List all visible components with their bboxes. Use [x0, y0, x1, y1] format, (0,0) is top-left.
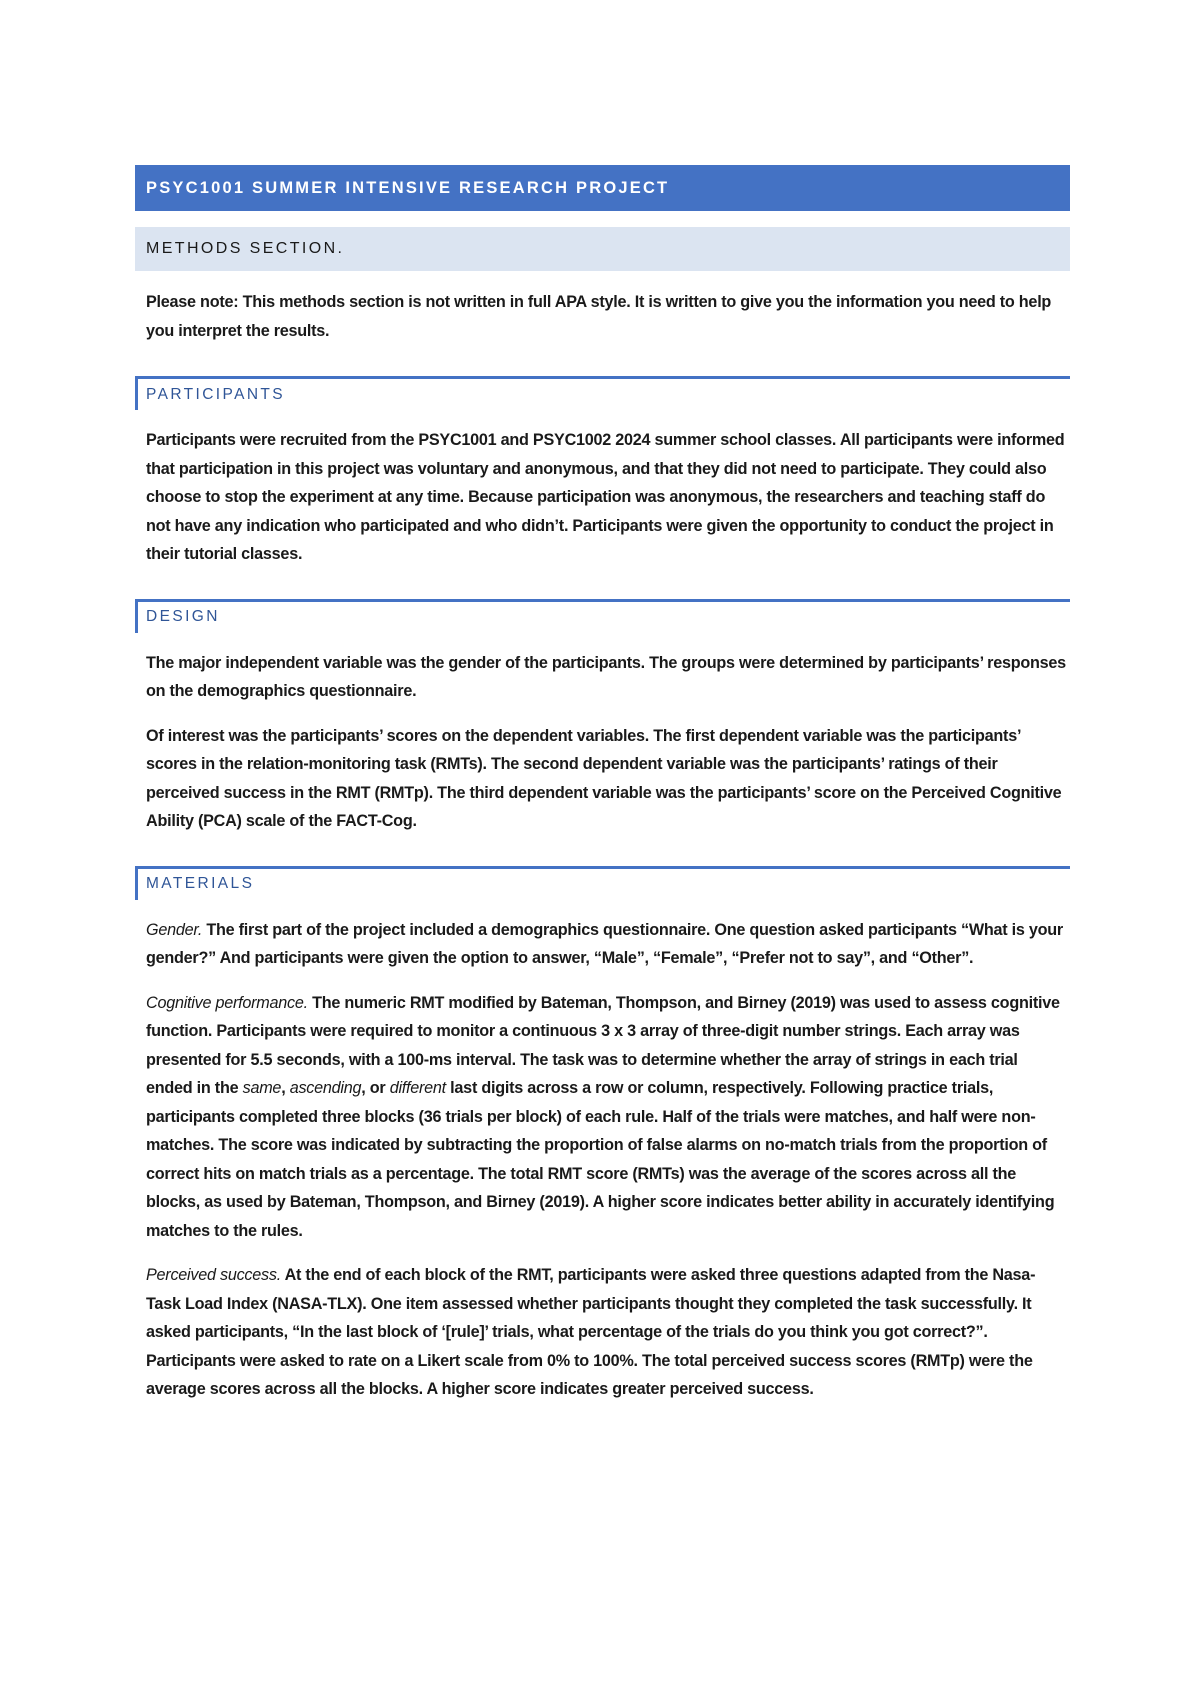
design-paragraph-2: Of interest was the participants’ scores on the dependent variables. The first dependent variable was the participants’ scores in the relation-monitoring task (RMTs). The second dependent variable was the participants’ ratings of their perceived success in the RMT (RMTp). The third dependent variable was the participants’ score on the Perceived Cognitive Ability (PCA) scale of the FACT-Cog.	[146, 726, 1062, 830]
emphasis-same: same	[242, 1079, 282, 1097]
document-content	[135, 165, 1070, 1404]
design-paragraph-1: The major independent variable was the gender of the participants. The groups were determined by participants’ responses on the demographics questionnaire.	[146, 653, 1066, 700]
cognitive-performance-lead: Cognitive performance.	[146, 993, 308, 1012]
separator-1: ,	[281, 1079, 290, 1097]
cognitive-text-1: The numeric RMT modified by Bateman, Thompson, and Birney (2019) was used to assess cognitive function. Participants were required to monitor a continuous 3 x 3 array of three-digit number strings. Each array was presented for 5.5 seconds, with a 100-ms interval. The task was to determine whether the array of strings in each trial ended in the	[146, 993, 1060, 1097]
gender-paragraph	[135, 916, 1070, 973]
emphasis-different: different	[389, 1079, 446, 1097]
perceived-success-lead: Perceived success.	[146, 1266, 281, 1284]
document-title: PSYC1001 SUMMER INTENSIVE RESEARCH PROJECT	[135, 165, 1070, 211]
design-heading: DESIGN	[135, 599, 1070, 633]
gender-text: The first part of the project included a demographics questionnaire. One question asked participants “What is your gender?” And participants were given the option to answer, “Male”, “Female”, “Prefer not to say”, and “Other”.	[146, 920, 1063, 967]
emphasis-ascending: ascending	[289, 1079, 362, 1097]
separator-2: , or	[361, 1079, 390, 1097]
cognitive-performance-paragraph	[135, 989, 1070, 1246]
perceived-success-paragraph	[135, 1261, 1070, 1404]
participants-heading: PARTICIPANTS	[135, 376, 1070, 410]
participants-paragraph: Participants were recruited from the PSYC1001 and PSYC1002 2024 summer school classes. All participants were informed that participation in this project was voluntary and anonymous, and that they did not need to participate. They could also choose to stop the experiment at any time. Because participation was anonymous, the researchers and teaching staff do not have any indication who participated and who didn’t. Participants were given the opportunity to conduct the project in their tutorial classes.	[146, 431, 1065, 563]
cognitive-text-2: last digits across a row or column, respectively. Following practice trials, participants completed three blocks (36 trials per block) of each rule. Half of the trials were matches, and half were non-matches. The score was indicated by subtracting the proportion of false alarms on no-match trials from the proportion of correct hits on match trials as a percentage. The total RMT score (RMTs) was the average of the scores across all the blocks, as used by Bateman, Thompson, and Birney (2019). A higher score indicates better ability in accurately identifying matches to the rules.	[146, 1079, 1055, 1240]
document-subtitle: METHODS SECTION.	[135, 227, 1070, 271]
note-paragraph: Please note: This methods section is not written in full APA style. It is written to give you the information you need to help you interpret the results.	[146, 293, 1052, 340]
materials-heading: MATERIALS	[135, 866, 1070, 900]
gender-lead: Gender.	[146, 920, 203, 939]
perceived-success-text: At the end of each block of the RMT, participants were asked three questions adapted from the Nasa-Task Load Index (NASA-TLX). One item assessed whether participants thought they completed the task successfully. It asked participants, “In the last block of ‘[rule]’ trials, what percentage of the trials do you think you got correct?”. Participants were asked to rate on a Likert scale from 0% to 100%. The total perceived success scores (RMTp) were the average scores across all the blocks. A higher score indicates greater perceived success.	[146, 1266, 1036, 1398]
